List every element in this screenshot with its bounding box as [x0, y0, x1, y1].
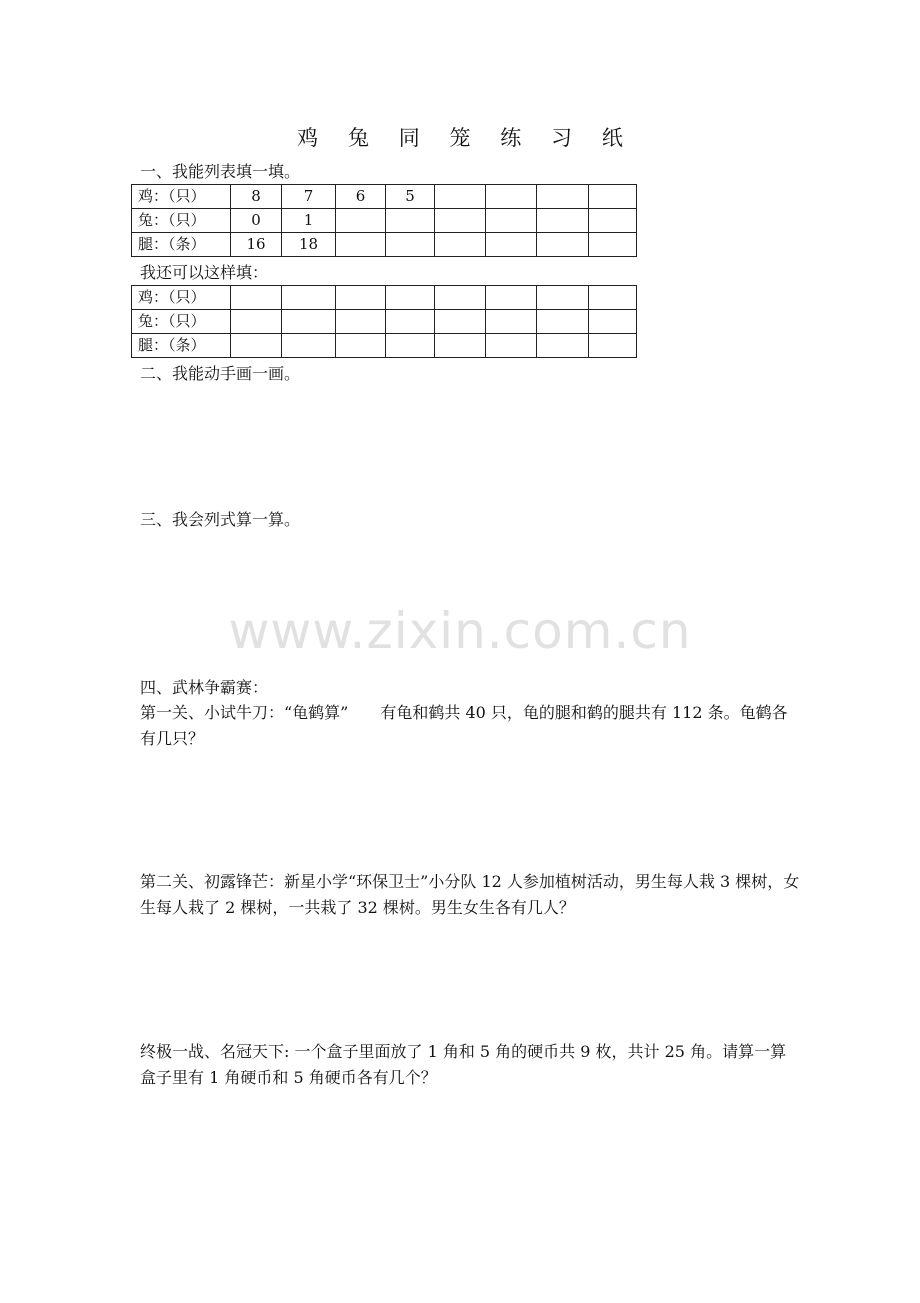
table-row: [132, 233, 637, 257]
table-cell: [537, 334, 589, 358]
table-cell: [486, 334, 537, 358]
row-label: 腿：（条）: [132, 334, 231, 358]
table-cell: [589, 185, 637, 209]
page-title: 鸡 兔 同 笼 练 习 纸: [297, 126, 635, 150]
question-2: 第二关、初露锋芒：新星小学“环保卫士”小分队 12 人参加植树活动，男生每人栽 3 棵树，女生每人栽了 2 棵树，一共栽了 32 棵树。男生女生各有几人？: [140, 872, 800, 917]
table-cell: [435, 185, 486, 209]
table-cell: 16: [231, 233, 282, 257]
section2-heading: 二、我能动手画一画。: [140, 364, 301, 383]
table-cell: [336, 209, 386, 233]
row-label: 腿：（条）: [132, 233, 231, 257]
table-cell: [589, 310, 637, 334]
section3-heading: 三、我会列式算一算。: [140, 510, 301, 529]
table-cell: [231, 310, 282, 334]
table-cell: [336, 233, 386, 257]
table-cell: 6: [336, 185, 386, 209]
table-cell: 5: [386, 185, 435, 209]
table-cell: 7: [282, 185, 336, 209]
table-cell: [282, 286, 336, 310]
table-cell: [589, 209, 637, 233]
table-cell: [589, 233, 637, 257]
table-cell: [486, 286, 537, 310]
table-cell: [486, 233, 537, 257]
table-cell: 0: [231, 209, 282, 233]
row-label: 鸡：（只）: [132, 286, 231, 310]
table-cell: [386, 209, 435, 233]
table-row: [132, 185, 637, 209]
table-cell: [486, 185, 537, 209]
table-cell: [589, 286, 637, 310]
table-row: [132, 310, 637, 334]
table-cell: 18: [282, 233, 336, 257]
table-cell: [231, 286, 282, 310]
table-cell: [386, 310, 435, 334]
table-row: [132, 334, 637, 358]
section4-heading: 四、武林争霸赛：: [140, 678, 269, 697]
table-cell: [537, 233, 589, 257]
question-3: 终极一战、名冠天下: 一个盒子里面放了 1 角和 5 角的硬币共 9 枚，共计 25 角。请算一算盒子里有 1 角硬币和 5 角硬币各有几个？: [140, 1042, 787, 1087]
table-cell: [282, 334, 336, 358]
table-cell: [282, 310, 336, 334]
table-cell: [435, 310, 486, 334]
section1-subheading: 我还可以这样填：: [140, 263, 269, 282]
table-row: [132, 286, 637, 310]
table-cell: [386, 233, 435, 257]
row-label: 鸡：（只）: [132, 185, 231, 209]
table-cell: [435, 233, 486, 257]
table-cell: [537, 286, 589, 310]
row-label: 兔：（只）: [132, 209, 231, 233]
section1-heading: 一、我能列表填一填。: [140, 162, 301, 181]
table-cell: [336, 334, 386, 358]
table-row: [132, 209, 637, 233]
row-label: 兔：（只）: [132, 310, 231, 334]
table-cell: [336, 310, 386, 334]
table-cell: [386, 334, 435, 358]
table-cell: [486, 310, 537, 334]
table-chicken-rabbit: [131, 184, 637, 257]
table-cell: [537, 185, 589, 209]
table-cell: [231, 334, 282, 358]
watermark: www.zixin.com.cn: [228, 602, 692, 660]
table-cell: [486, 209, 537, 233]
table-cell: [435, 209, 486, 233]
table-cell: [336, 286, 386, 310]
table-cell: 8: [231, 185, 282, 209]
table-alternate: [131, 285, 637, 358]
table-cell: [589, 334, 637, 358]
table-cell: [537, 209, 589, 233]
table-cell: [435, 334, 486, 358]
question-1: 第一关、小试牛刀：“龟鹤算” 有龟和鹤共 40 只，龟的腿和鹤的腿共有 112 条。龟鹤各有几只？: [140, 703, 788, 748]
table-cell: [537, 310, 589, 334]
table-cell: 1: [282, 209, 336, 233]
table-cell: [386, 286, 435, 310]
table-cell: [435, 286, 486, 310]
